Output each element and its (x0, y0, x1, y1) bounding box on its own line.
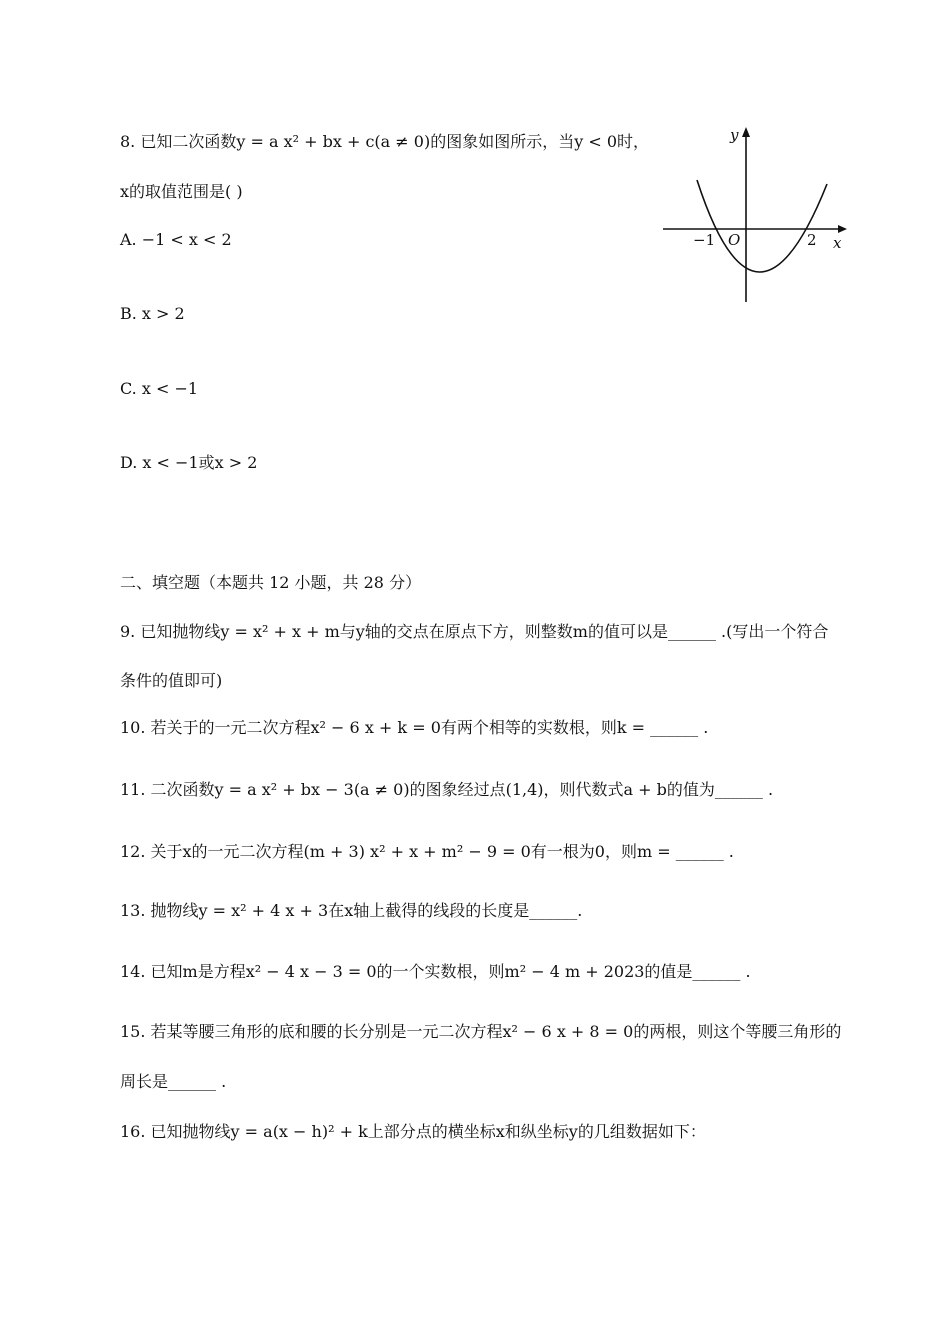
question-13: 13. 抛物线y = x² + 4 x + 3在x轴上截得的线段的长度是______. (120, 901, 583, 920)
option-c: C. x < −1 (120, 379, 199, 398)
parabola-curve (697, 180, 827, 272)
option-d: D. x < −1或x > 2 (120, 453, 258, 472)
question-14: 14. 已知m是方程x² − 4 x − 3 = 0的一个实数根，则m² − 4 m + 2023的值是______ . (120, 962, 751, 981)
question-8-stem-line-1: 8. 已知二次函数y = a x² + bx + c(a ≠ 0)的图象如图所示，当y < 0时， (120, 132, 649, 151)
question-8-stem-line-2: x的取值范围是( ) (120, 182, 243, 201)
question-15-line-2: 周长是______ . (120, 1072, 227, 1091)
y-axis-arrow (742, 127, 750, 137)
option-b: B. x > 2 (120, 304, 185, 323)
parabola-figure (655, 122, 855, 307)
question-15-line-1: 15. 若某等腰三角形的底和腰的长分别是一元二次方程x² − 6 x + 8 = 0的两根，则这个等腰三角形的 (120, 1022, 842, 1041)
question-16: 16. 已知抛物线y = a(x − h)² + k上部分点的横坐标x和纵坐标y的几组数据如下： (120, 1122, 706, 1141)
x-axis-label: x (833, 234, 842, 252)
section-title: 二、填空题（本题共 12 小题，共 28 分） (120, 573, 422, 592)
root-left-label: −1 (693, 231, 716, 249)
question-11: 11. 二次函数y = a x² + bx − 3(a ≠ 0)的图象经过点(1,4)，则代数式a + b的值为______ . (120, 780, 774, 799)
y-axis-label: y (730, 126, 739, 144)
x-axis-arrow (838, 225, 847, 233)
origin-label: O (728, 231, 741, 249)
question-10: 10. 若关于的一元二次方程x² − 6 x + k = 0有两个相等的实数根，则k = ______ . (120, 718, 709, 737)
question-9-line-1: 9. 已知抛物线y = x² + x + m与y轴的交点在原点下方，则整数m的值可以是______ .(写出一个符合 (120, 622, 829, 641)
question-9-line-2: 条件的值即可) (120, 671, 223, 690)
question-12: 12. 关于x的一元二次方程(m + 3) x² + x + m² − 9 = 0有一根为0，则m = ______ . (120, 842, 734, 861)
option-a: A. −1 < x < 2 (120, 230, 232, 249)
root-right-label: 2 (807, 231, 817, 249)
